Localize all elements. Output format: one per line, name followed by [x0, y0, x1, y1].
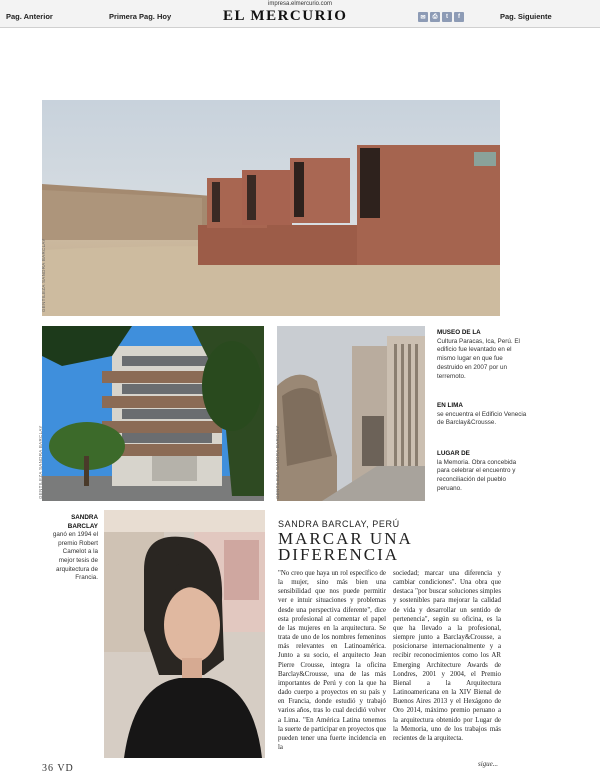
caption-text: la Memoria. Obra concebida para celebrar el encuentro y reconciliación del pueblo peruano.: [437, 458, 517, 492]
article-kicker: SANDRA BARCLAY, PERÚ: [278, 519, 400, 529]
caption-text: Cultura Paracas, Ica, Perú. El edificio fue levantado en el mismo lugar en que fue destruido en 2007 por un terremoto.: [437, 337, 520, 380]
facebook-icon[interactable]: f: [454, 12, 464, 22]
caption-sandra: [50, 514, 98, 583]
site-url: impresa.elmercurio.com: [267, 1, 333, 7]
caption-text: ganó en 1994 el premio Robert Camelot a la mejor tesis de arquitectura de Francia.: [52, 531, 98, 582]
next-page-link[interactable]: Pag. Siguiente: [500, 12, 552, 21]
first-page-link[interactable]: Primera Pag.: [109, 12, 155, 21]
article-column-1: "No creo que haya un rol específico de la mujer, sino más bien una sensibilidad que nos puede permitir ver e intuir situaciones y problemas desde una perspectiva diferente", dice esta profesional al comentar el papel de las mujeres en la arquitectura. Se trata de uno de los nombres femeninos más relevantes en Latinoamérica. Junto a su socio, el arquitecto Jean Pierre Crousse, integra la oficina Barclay&Crousse, una de las más importantes de Perú y con la que ha dado cuerpo a proyectos en su país y en Francia, donde estudió y trabajó varios años, tras lo cual decidió volver a Lima. "En América Latina tenemos la suerte de participar en proyectos que pueden tener una fuerte incidencia en la: [278, 570, 386, 751]
mail-icon[interactable]: ✉: [418, 12, 428, 22]
twitter-icon[interactable]: t: [442, 12, 452, 22]
viewer-toolbar: [0, 0, 600, 28]
article-column-2: sociedad; marcar una diferencia y cambiar condiciones". Una obra que destaca "por buscar soluciones simples y sostenibles para mejorar la calidad de vida y desarrollar un sentido de pertenencia", según su oficina, es la que ha llevado a la profesional, siempre junto a Barclay&Crousse, a posicionarse internacionalmente y a recibir reconocimientos como los AR Emerging Architecture Awards de Londres, 2001 y 2004, el Premio Bienal a la Arquitectura Latinoamericana en la XIV Bienal de Buenos Aires 2013 y el Hexágono de Oro 2014, máximo premio peruano a la arquitectura obtenido por Lugar de la Memoria, uno de los trabajos más recientes de la arquitecta.: [393, 570, 501, 742]
caption-title: MUSEO DE LA: [437, 329, 481, 336]
prev-page-link[interactable]: Pag. Anterior: [6, 12, 53, 21]
caption-lima: [437, 402, 527, 428]
museum-photo: [42, 100, 500, 316]
caption-title: EN LIMA: [437, 402, 463, 409]
today-link[interactable]: Hoy: [157, 12, 172, 21]
print-icon[interactable]: ⎙: [430, 12, 440, 22]
building-photo: [38, 326, 264, 501]
caption-title: SANDRA BARCLAY: [67, 514, 98, 530]
continue-label: sigue...: [478, 760, 499, 768]
photo-credit: GENTILEZA SANDRA BARCLAY: [275, 425, 280, 499]
article-headline: MARCAR UNA DIFERENCIA: [278, 529, 412, 564]
page-folio: 36 VD: [42, 763, 74, 774]
brand-logo[interactable]: EL MERCURIO: [223, 8, 348, 24]
portrait-photo: [104, 510, 265, 758]
caption-text: se encuentra el Edificio Venecia de Barclay&Crousse.: [437, 410, 527, 427]
photo-credit: GENTILEZA SANDRA BARCLAY: [38, 425, 43, 499]
memorial-photo: [277, 326, 425, 501]
share-icons: [418, 12, 464, 22]
photo-credit: GENTILEZA SANDRA BARCLAY: [41, 238, 46, 312]
caption-museo: [437, 329, 527, 381]
caption-title: LUGAR DE: [437, 450, 470, 457]
caption-lugar: [437, 450, 527, 494]
